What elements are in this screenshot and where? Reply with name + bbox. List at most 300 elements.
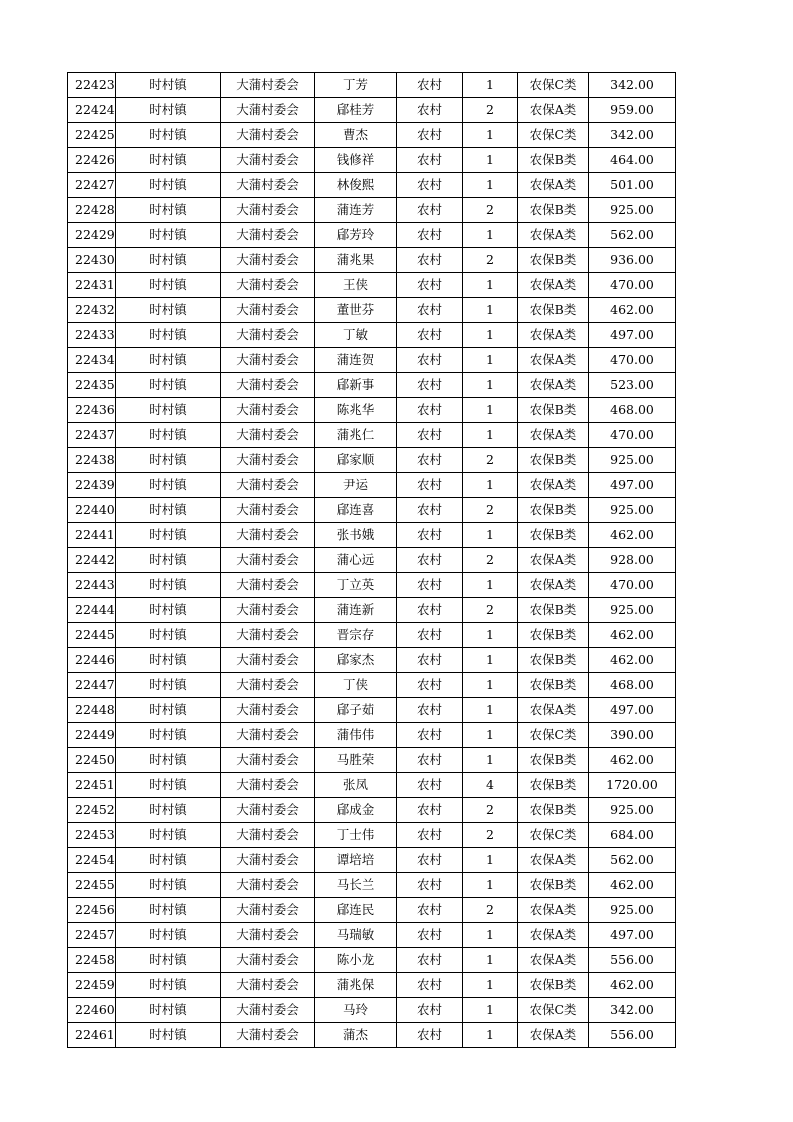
person-name-cell: 郈子茹 bbox=[315, 698, 397, 723]
town-cell: 时村镇 bbox=[116, 523, 221, 548]
record-number-cell: 22435 bbox=[68, 373, 116, 398]
amount-cell: 925.00 bbox=[589, 498, 676, 523]
table-row bbox=[68, 823, 676, 848]
table-row bbox=[68, 623, 676, 648]
record-number-cell: 22455 bbox=[68, 873, 116, 898]
town-cell: 时村镇 bbox=[116, 298, 221, 323]
record-number-cell: 22445 bbox=[68, 623, 116, 648]
table-row bbox=[68, 348, 676, 373]
insurance-category-cell: 农保C类 bbox=[518, 723, 589, 748]
household-count-cell: 1 bbox=[463, 398, 518, 423]
household-count-cell: 1 bbox=[463, 273, 518, 298]
person-name-cell: 马玲 bbox=[315, 998, 397, 1023]
record-number-cell: 22433 bbox=[68, 323, 116, 348]
area-type-cell: 农村 bbox=[397, 498, 463, 523]
household-count-cell: 2 bbox=[463, 198, 518, 223]
insurance-category-cell: 农保B类 bbox=[518, 398, 589, 423]
area-type-cell: 农村 bbox=[397, 148, 463, 173]
household-count-cell: 1 bbox=[463, 673, 518, 698]
village-committee-cell: 大蒲村委会 bbox=[221, 1023, 315, 1048]
town-cell: 时村镇 bbox=[116, 698, 221, 723]
table-row bbox=[68, 223, 676, 248]
record-number-cell: 22456 bbox=[68, 898, 116, 923]
town-cell: 时村镇 bbox=[116, 123, 221, 148]
town-cell: 时村镇 bbox=[116, 848, 221, 873]
amount-cell: 925.00 bbox=[589, 598, 676, 623]
village-committee-cell: 大蒲村委会 bbox=[221, 573, 315, 598]
record-number-cell: 22427 bbox=[68, 173, 116, 198]
town-cell: 时村镇 bbox=[116, 998, 221, 1023]
record-number-cell: 22452 bbox=[68, 798, 116, 823]
household-count-cell: 1 bbox=[463, 323, 518, 348]
amount-cell: 562.00 bbox=[589, 223, 676, 248]
amount-cell: 501.00 bbox=[589, 173, 676, 198]
area-type-cell: 农村 bbox=[397, 948, 463, 973]
person-name-cell: 蒲兆仁 bbox=[315, 423, 397, 448]
record-number-cell: 22457 bbox=[68, 923, 116, 948]
village-committee-cell: 大蒲村委会 bbox=[221, 623, 315, 648]
village-committee-cell: 大蒲村委会 bbox=[221, 173, 315, 198]
area-type-cell: 农村 bbox=[397, 548, 463, 573]
household-count-cell: 1 bbox=[463, 373, 518, 398]
table-row bbox=[68, 473, 676, 498]
record-number-cell: 22434 bbox=[68, 348, 116, 373]
person-name-cell: 蒲心远 bbox=[315, 548, 397, 573]
area-type-cell: 农村 bbox=[397, 873, 463, 898]
area-type-cell: 农村 bbox=[397, 573, 463, 598]
record-number-cell: 22443 bbox=[68, 573, 116, 598]
amount-cell: 342.00 bbox=[589, 123, 676, 148]
village-committee-cell: 大蒲村委会 bbox=[221, 323, 315, 348]
insurance-category-cell: 农保B类 bbox=[518, 198, 589, 223]
record-number-cell: 22430 bbox=[68, 248, 116, 273]
town-cell: 时村镇 bbox=[116, 323, 221, 348]
town-cell: 时村镇 bbox=[116, 273, 221, 298]
insurance-category-cell: 农保A类 bbox=[518, 423, 589, 448]
record-number-cell: 22459 bbox=[68, 973, 116, 998]
insurance-category-cell: 农保B类 bbox=[518, 148, 589, 173]
table-row bbox=[68, 398, 676, 423]
record-number-cell: 22440 bbox=[68, 498, 116, 523]
insurance-category-cell: 农保A类 bbox=[518, 98, 589, 123]
village-committee-cell: 大蒲村委会 bbox=[221, 298, 315, 323]
area-type-cell: 农村 bbox=[397, 298, 463, 323]
table-row bbox=[68, 148, 676, 173]
record-number-cell: 22428 bbox=[68, 198, 116, 223]
household-count-cell: 1 bbox=[463, 223, 518, 248]
record-number-cell: 22438 bbox=[68, 448, 116, 473]
person-name-cell: 丁士伟 bbox=[315, 823, 397, 848]
area-type-cell: 农村 bbox=[397, 1023, 463, 1048]
town-cell: 时村镇 bbox=[116, 373, 221, 398]
person-name-cell: 丁侠 bbox=[315, 673, 397, 698]
person-name-cell: 晋宗存 bbox=[315, 623, 397, 648]
table-row bbox=[68, 673, 676, 698]
table-row bbox=[68, 748, 676, 773]
household-count-cell: 2 bbox=[463, 898, 518, 923]
table-row bbox=[68, 123, 676, 148]
household-count-cell: 2 bbox=[463, 598, 518, 623]
person-name-cell: 陈小龙 bbox=[315, 948, 397, 973]
amount-cell: 462.00 bbox=[589, 298, 676, 323]
household-count-cell: 1 bbox=[463, 923, 518, 948]
insurance-category-cell: 农保A类 bbox=[518, 373, 589, 398]
village-committee-cell: 大蒲村委会 bbox=[221, 973, 315, 998]
insurance-category-cell: 农保B类 bbox=[518, 673, 589, 698]
village-committee-cell: 大蒲村委会 bbox=[221, 123, 315, 148]
household-count-cell: 2 bbox=[463, 823, 518, 848]
area-type-cell: 农村 bbox=[397, 623, 463, 648]
table-row bbox=[68, 873, 676, 898]
town-cell: 时村镇 bbox=[116, 798, 221, 823]
table-row bbox=[68, 98, 676, 123]
household-count-cell: 1 bbox=[463, 998, 518, 1023]
record-number-cell: 22450 bbox=[68, 748, 116, 773]
table-row bbox=[68, 498, 676, 523]
town-cell: 时村镇 bbox=[116, 198, 221, 223]
village-committee-cell: 大蒲村委会 bbox=[221, 373, 315, 398]
area-type-cell: 农村 bbox=[397, 348, 463, 373]
insurance-category-cell: 农保B类 bbox=[518, 973, 589, 998]
village-committee-cell: 大蒲村委会 bbox=[221, 348, 315, 373]
village-committee-cell: 大蒲村委会 bbox=[221, 448, 315, 473]
town-cell: 时村镇 bbox=[116, 448, 221, 473]
insurance-category-cell: 农保C类 bbox=[518, 998, 589, 1023]
town-cell: 时村镇 bbox=[116, 1023, 221, 1048]
insurance-category-cell: 农保B类 bbox=[518, 523, 589, 548]
table-body bbox=[68, 73, 676, 1048]
table-row bbox=[68, 73, 676, 98]
village-committee-cell: 大蒲村委会 bbox=[221, 273, 315, 298]
person-name-cell: 马胜荣 bbox=[315, 748, 397, 773]
person-name-cell: 蒲兆果 bbox=[315, 248, 397, 273]
household-count-cell: 1 bbox=[463, 698, 518, 723]
town-cell: 时村镇 bbox=[116, 148, 221, 173]
household-count-cell: 1 bbox=[463, 73, 518, 98]
village-committee-cell: 大蒲村委会 bbox=[221, 398, 315, 423]
amount-cell: 462.00 bbox=[589, 748, 676, 773]
table-row bbox=[68, 423, 676, 448]
table-row bbox=[68, 898, 676, 923]
record-number-cell: 22446 bbox=[68, 648, 116, 673]
insurance-category-cell: 农保A类 bbox=[518, 848, 589, 873]
person-name-cell: 马长兰 bbox=[315, 873, 397, 898]
area-type-cell: 农村 bbox=[397, 723, 463, 748]
village-committee-cell: 大蒲村委会 bbox=[221, 198, 315, 223]
person-name-cell: 蒲连新 bbox=[315, 598, 397, 623]
area-type-cell: 农村 bbox=[397, 273, 463, 298]
area-type-cell: 农村 bbox=[397, 998, 463, 1023]
person-name-cell: 谭培培 bbox=[315, 848, 397, 873]
household-count-cell: 1 bbox=[463, 348, 518, 373]
record-number-cell: 22442 bbox=[68, 548, 116, 573]
area-type-cell: 农村 bbox=[397, 223, 463, 248]
town-cell: 时村镇 bbox=[116, 948, 221, 973]
area-type-cell: 农村 bbox=[397, 373, 463, 398]
record-number-cell: 22423 bbox=[68, 73, 116, 98]
amount-cell: 556.00 bbox=[589, 948, 676, 973]
village-committee-cell: 大蒲村委会 bbox=[221, 548, 315, 573]
town-cell: 时村镇 bbox=[116, 573, 221, 598]
village-committee-cell: 大蒲村委会 bbox=[221, 648, 315, 673]
amount-cell: 468.00 bbox=[589, 673, 676, 698]
person-name-cell: 蒲连芳 bbox=[315, 198, 397, 223]
person-name-cell: 丁芳 bbox=[315, 73, 397, 98]
village-committee-cell: 大蒲村委会 bbox=[221, 223, 315, 248]
household-count-cell: 2 bbox=[463, 798, 518, 823]
person-name-cell: 蒲兆保 bbox=[315, 973, 397, 998]
town-cell: 时村镇 bbox=[116, 348, 221, 373]
household-count-cell: 1 bbox=[463, 648, 518, 673]
table-row bbox=[68, 848, 676, 873]
town-cell: 时村镇 bbox=[116, 248, 221, 273]
household-count-cell: 2 bbox=[463, 548, 518, 573]
area-type-cell: 农村 bbox=[397, 698, 463, 723]
table-row bbox=[68, 198, 676, 223]
insurance-category-cell: 农保B类 bbox=[518, 798, 589, 823]
amount-cell: 462.00 bbox=[589, 648, 676, 673]
person-name-cell: 张凤 bbox=[315, 773, 397, 798]
person-name-cell: 林俊熙 bbox=[315, 173, 397, 198]
town-cell: 时村镇 bbox=[116, 923, 221, 948]
insurance-category-cell: 农保A类 bbox=[518, 323, 589, 348]
amount-cell: 925.00 bbox=[589, 798, 676, 823]
area-type-cell: 农村 bbox=[397, 448, 463, 473]
table-row bbox=[68, 523, 676, 548]
table-row bbox=[68, 573, 676, 598]
area-type-cell: 农村 bbox=[397, 248, 463, 273]
amount-cell: 497.00 bbox=[589, 473, 676, 498]
town-cell: 时村镇 bbox=[116, 773, 221, 798]
record-number-cell: 22444 bbox=[68, 598, 116, 623]
village-committee-cell: 大蒲村委会 bbox=[221, 148, 315, 173]
amount-cell: 462.00 bbox=[589, 873, 676, 898]
insurance-category-cell: 农保A类 bbox=[518, 273, 589, 298]
amount-cell: 470.00 bbox=[589, 423, 676, 448]
record-number-cell: 22425 bbox=[68, 123, 116, 148]
record-number-cell: 22436 bbox=[68, 398, 116, 423]
table-row bbox=[68, 998, 676, 1023]
table-row bbox=[68, 323, 676, 348]
amount-cell: 497.00 bbox=[589, 323, 676, 348]
amount-cell: 464.00 bbox=[589, 148, 676, 173]
area-type-cell: 农村 bbox=[397, 523, 463, 548]
town-cell: 时村镇 bbox=[116, 173, 221, 198]
person-name-cell: 丁立英 bbox=[315, 573, 397, 598]
household-count-cell: 1 bbox=[463, 123, 518, 148]
table-row bbox=[68, 373, 676, 398]
amount-cell: 462.00 bbox=[589, 973, 676, 998]
person-name-cell: 钱修祥 bbox=[315, 148, 397, 173]
area-type-cell: 农村 bbox=[397, 323, 463, 348]
household-count-cell: 4 bbox=[463, 773, 518, 798]
town-cell: 时村镇 bbox=[116, 673, 221, 698]
amount-cell: 462.00 bbox=[589, 623, 676, 648]
insurance-category-cell: 农保A类 bbox=[518, 923, 589, 948]
village-committee-cell: 大蒲村委会 bbox=[221, 948, 315, 973]
person-name-cell: 郈连民 bbox=[315, 898, 397, 923]
amount-cell: 556.00 bbox=[589, 1023, 676, 1048]
table-row bbox=[68, 973, 676, 998]
village-committee-cell: 大蒲村委会 bbox=[221, 873, 315, 898]
area-type-cell: 农村 bbox=[397, 173, 463, 198]
insurance-category-cell: 农保A类 bbox=[518, 898, 589, 923]
insurance-category-cell: 农保A类 bbox=[518, 1023, 589, 1048]
record-number-cell: 22441 bbox=[68, 523, 116, 548]
person-name-cell: 郈新事 bbox=[315, 373, 397, 398]
table-row bbox=[68, 923, 676, 948]
insurance-category-cell: 农保B类 bbox=[518, 298, 589, 323]
household-count-cell: 1 bbox=[463, 423, 518, 448]
town-cell: 时村镇 bbox=[116, 623, 221, 648]
amount-cell: 928.00 bbox=[589, 548, 676, 573]
record-number-cell: 22432 bbox=[68, 298, 116, 323]
record-number-cell: 22431 bbox=[68, 273, 116, 298]
area-type-cell: 农村 bbox=[397, 973, 463, 998]
amount-cell: 470.00 bbox=[589, 348, 676, 373]
town-cell: 时村镇 bbox=[116, 648, 221, 673]
insurance-category-cell: 农保B类 bbox=[518, 773, 589, 798]
town-cell: 时村镇 bbox=[116, 973, 221, 998]
record-number-cell: 22451 bbox=[68, 773, 116, 798]
insurance-category-cell: 农保A类 bbox=[518, 223, 589, 248]
table-row bbox=[68, 773, 676, 798]
record-number-cell: 22454 bbox=[68, 848, 116, 873]
person-name-cell: 郈成金 bbox=[315, 798, 397, 823]
insurance-category-cell: 农保C类 bbox=[518, 823, 589, 848]
village-committee-cell: 大蒲村委会 bbox=[221, 998, 315, 1023]
record-number-cell: 22429 bbox=[68, 223, 116, 248]
amount-cell: 390.00 bbox=[589, 723, 676, 748]
table-row bbox=[68, 598, 676, 623]
village-committee-cell: 大蒲村委会 bbox=[221, 723, 315, 748]
person-name-cell: 郈家顺 bbox=[315, 448, 397, 473]
amount-cell: 925.00 bbox=[589, 198, 676, 223]
area-type-cell: 农村 bbox=[397, 848, 463, 873]
insurance-category-cell: 农保A类 bbox=[518, 573, 589, 598]
person-name-cell: 马瑞敏 bbox=[315, 923, 397, 948]
table-row bbox=[68, 648, 676, 673]
amount-cell: 470.00 bbox=[589, 573, 676, 598]
person-name-cell: 丁敏 bbox=[315, 323, 397, 348]
person-name-cell: 郈芳玲 bbox=[315, 223, 397, 248]
village-committee-cell: 大蒲村委会 bbox=[221, 673, 315, 698]
insurance-category-cell: 农保B类 bbox=[518, 448, 589, 473]
household-count-cell: 1 bbox=[463, 173, 518, 198]
amount-cell: 936.00 bbox=[589, 248, 676, 273]
household-count-cell: 1 bbox=[463, 573, 518, 598]
village-committee-cell: 大蒲村委会 bbox=[221, 523, 315, 548]
person-name-cell: 郈连喜 bbox=[315, 498, 397, 523]
household-count-cell: 2 bbox=[463, 98, 518, 123]
person-name-cell: 蒲伟伟 bbox=[315, 723, 397, 748]
insurance-category-cell: 农保A类 bbox=[518, 348, 589, 373]
village-committee-cell: 大蒲村委会 bbox=[221, 848, 315, 873]
household-count-cell: 1 bbox=[463, 848, 518, 873]
village-committee-cell: 大蒲村委会 bbox=[221, 773, 315, 798]
village-committee-cell: 大蒲村委会 bbox=[221, 473, 315, 498]
area-type-cell: 农村 bbox=[397, 73, 463, 98]
town-cell: 时村镇 bbox=[116, 98, 221, 123]
insurance-category-cell: 农保A类 bbox=[518, 948, 589, 973]
household-count-cell: 2 bbox=[463, 498, 518, 523]
village-committee-cell: 大蒲村委会 bbox=[221, 498, 315, 523]
person-name-cell: 张书娥 bbox=[315, 523, 397, 548]
record-number-cell: 22453 bbox=[68, 823, 116, 848]
area-type-cell: 农村 bbox=[397, 123, 463, 148]
area-type-cell: 农村 bbox=[397, 898, 463, 923]
village-committee-cell: 大蒲村委会 bbox=[221, 798, 315, 823]
record-number-cell: 22426 bbox=[68, 148, 116, 173]
person-name-cell: 郈家杰 bbox=[315, 648, 397, 673]
town-cell: 时村镇 bbox=[116, 723, 221, 748]
person-name-cell: 陈兆华 bbox=[315, 398, 397, 423]
table-row bbox=[68, 698, 676, 723]
area-type-cell: 农村 bbox=[397, 473, 463, 498]
person-name-cell: 郈桂芳 bbox=[315, 98, 397, 123]
amount-cell: 470.00 bbox=[589, 273, 676, 298]
record-number-cell: 22458 bbox=[68, 948, 116, 973]
insurance-category-cell: 农保A类 bbox=[518, 698, 589, 723]
amount-cell: 1720.00 bbox=[589, 773, 676, 798]
amount-cell: 342.00 bbox=[589, 73, 676, 98]
insurance-category-cell: 农保A类 bbox=[518, 548, 589, 573]
village-committee-cell: 大蒲村委会 bbox=[221, 898, 315, 923]
town-cell: 时村镇 bbox=[116, 873, 221, 898]
insurance-category-cell: 农保B类 bbox=[518, 623, 589, 648]
village-committee-cell: 大蒲村委会 bbox=[221, 823, 315, 848]
village-committee-cell: 大蒲村委会 bbox=[221, 98, 315, 123]
amount-cell: 959.00 bbox=[589, 98, 676, 123]
village-committee-cell: 大蒲村委会 bbox=[221, 598, 315, 623]
area-type-cell: 农村 bbox=[397, 198, 463, 223]
record-number-cell: 22461 bbox=[68, 1023, 116, 1048]
household-count-cell: 1 bbox=[463, 723, 518, 748]
insurance-category-cell: 农保A类 bbox=[518, 173, 589, 198]
person-name-cell: 蒲连贺 bbox=[315, 348, 397, 373]
amount-cell: 342.00 bbox=[589, 998, 676, 1023]
person-name-cell: 曹杰 bbox=[315, 123, 397, 148]
household-count-cell: 1 bbox=[463, 973, 518, 998]
household-count-cell: 1 bbox=[463, 298, 518, 323]
record-number-cell: 22447 bbox=[68, 673, 116, 698]
household-count-cell: 1 bbox=[463, 948, 518, 973]
town-cell: 时村镇 bbox=[116, 73, 221, 98]
household-count-cell: 1 bbox=[463, 148, 518, 173]
household-count-cell: 1 bbox=[463, 1023, 518, 1048]
town-cell: 时村镇 bbox=[116, 223, 221, 248]
amount-cell: 468.00 bbox=[589, 398, 676, 423]
beneficiary-table bbox=[67, 72, 676, 1048]
table-row bbox=[68, 1023, 676, 1048]
table-row bbox=[68, 248, 676, 273]
record-number-cell: 22439 bbox=[68, 473, 116, 498]
household-count-cell: 1 bbox=[463, 523, 518, 548]
household-count-cell: 1 bbox=[463, 473, 518, 498]
insurance-category-cell: 农保A类 bbox=[518, 473, 589, 498]
amount-cell: 497.00 bbox=[589, 698, 676, 723]
village-committee-cell: 大蒲村委会 bbox=[221, 248, 315, 273]
household-count-cell: 2 bbox=[463, 248, 518, 273]
village-committee-cell: 大蒲村委会 bbox=[221, 698, 315, 723]
household-count-cell: 1 bbox=[463, 623, 518, 648]
table-row bbox=[68, 173, 676, 198]
area-type-cell: 农村 bbox=[397, 823, 463, 848]
village-committee-cell: 大蒲村委会 bbox=[221, 923, 315, 948]
table-row bbox=[68, 548, 676, 573]
amount-cell: 925.00 bbox=[589, 448, 676, 473]
person-name-cell: 董世芬 bbox=[315, 298, 397, 323]
